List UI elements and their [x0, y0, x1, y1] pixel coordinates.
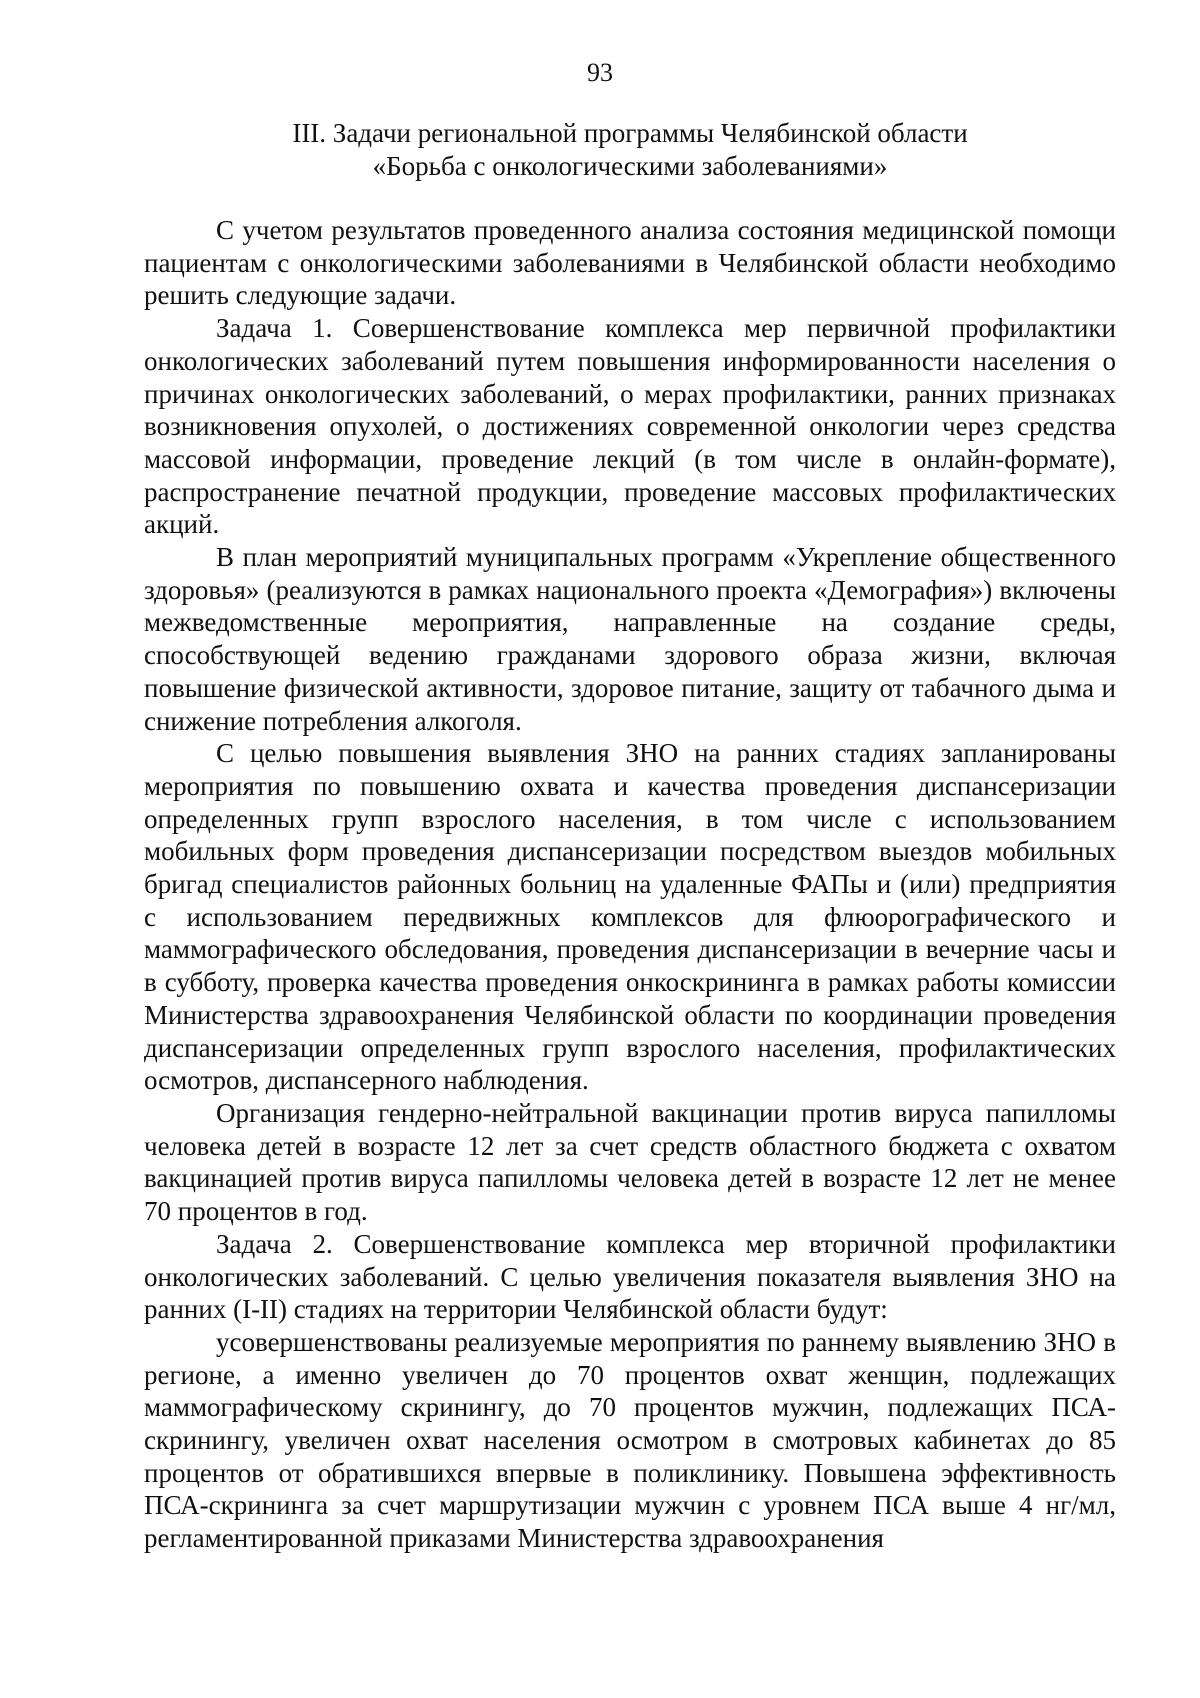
paragraph-hpv-vaccination: Организация гендерно-нейтральной вакцинации против вируса папилломы человека детей в возрасте 12 лет за счет средств областного бюджета с охватом вакцинацией против вируса папилломы человека детей в возрасте 12 лет не менее 70 процентов в год.	[144, 1097, 1116, 1227]
paragraph-screening: усовершенствованы реализуемые мероприятия по раннему выявлению ЗНО в регионе, а именно увеличен до 70 процентов охват женщин, подлежащих маммографическому скринингу, до 70 процентов мужчин, подлежащих ПСА-скринингу, увеличен охват населения осмотром в смотровых кабинетах до 85 процентов от обратившихся впервые в поликлинику. Повышена эффективность ПСА-скрининга за счет маршрутизации мужчин с уровнем ПСА выше 4 нг/мл, регламентированной приказами Министерства здравоохранения	[144, 1326, 1116, 1554]
heading-line-1: III. Задачи региональной программы Челябинской области	[292, 118, 968, 148]
section-heading	[140, 117, 1120, 183]
heading-line-2: «Борьба с онкологическими заболеваниями»	[372, 151, 888, 181]
page-number: 93	[587, 58, 613, 87]
paragraph-intro: С учетом результатов проведенного анализа состояния медицинской помощи пациентам с онкологическими заболеваниями в Челябинской области необходимо решить следующие задачи.	[144, 215, 1116, 311]
paragraph-municipal-programs: В план мероприятий муниципальных программ «Укрепление общественного здоровья» (реализуются в рамках национального проекта «Демография») включены межведомственные мероприятия, направленные на создание среды, способствующей ведению гражданами здорового образа жизни, включая повышение физической активности, здоровое питание, защиту от табачного дыма и снижение потребления алкоголя.	[144, 542, 1116, 736]
paragraph-early-detection: С целью повышения выявления ЗНО на ранних стадиях запланированы мероприятия по повышению охвата и качества проведения диспансеризации определенных групп взрослого населения, в том числе с использованием мобильных форм проведения диспансеризации посредством выездов мобильных бригад специалистов районных больниц на удаленные ФАПы и (или) предприятия с использованием передвижных комплексов для флюорографического и маммографического обследования, проведения диспансеризации в вечерние часы и в субботу, проверка качества проведения онкоскрининга в рамках работы комиссии Министерства здравоохранения Челябинской области по координации проведения диспансеризации определенных групп взрослого населения, профилактических осмотров, диспансерного наблюдения.	[144, 738, 1116, 1096]
paragraph-task-2: Задача 2. Совершенствование комплекса мер вторичной профилактики онкологических заболеваний. С целью увеличения показателя выявления ЗНО на ранних (I-II) стадиях на территории Челябинской области будут:	[144, 1228, 1116, 1325]
paragraph-task-1: Задача 1. Совершенствование комплекса мер первичной профилактики онкологических заболеваний путем повышения информированности населения о причинах онкологических заболеваний, о мерах профилактики, ранних признаках возникновения опухолей, о достижениях современной онкологии через средства массовой информации, проведение лекций (в том числе в онлайн-формате), распространение печатной продукции, проведение массовых профилактических акций.	[144, 313, 1116, 540]
body-text	[144, 214, 1116, 1555]
